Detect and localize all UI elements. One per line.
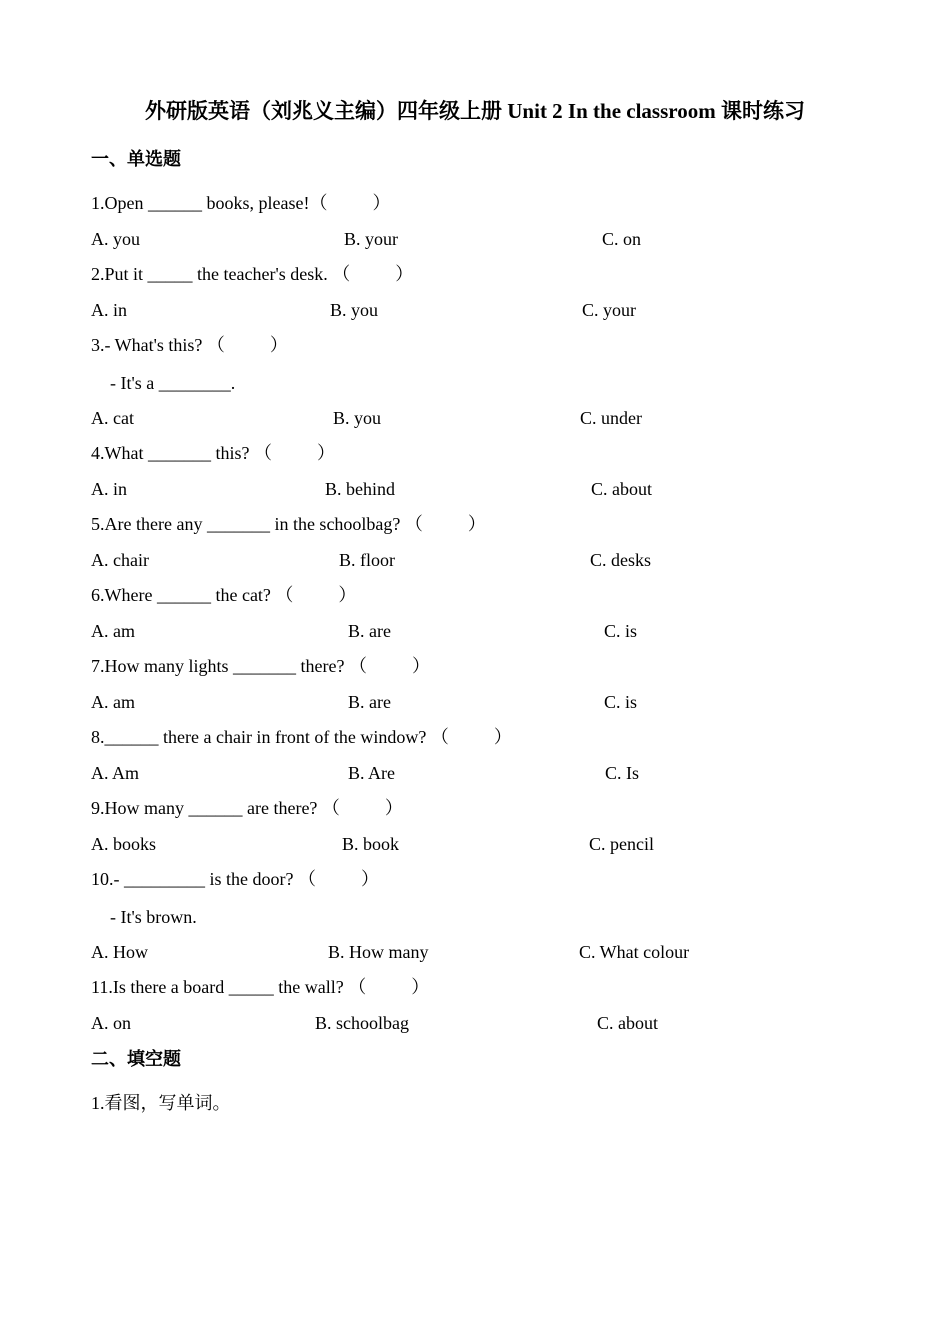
section-heading-fill-blank: 二、填空题 (91, 1049, 181, 1069)
q10-option-c: C. What colour (579, 942, 690, 962)
question-8: 8.______ there a chair in front of the window? （ ） (91, 727, 512, 747)
fill-question-1: 1.看图，写单词。 (91, 1093, 231, 1113)
q8-option-c: C. Is (605, 763, 640, 783)
section-heading-single-choice: 一、单选题 (91, 149, 181, 169)
q2-option-b: B. you (330, 300, 379, 320)
question-7: 7.How many lights _______ there? （ ） (91, 656, 430, 676)
q10-option-b: B. How many (328, 942, 429, 962)
q4-option-b: B. behind (325, 479, 395, 499)
question-2: 2.Put it _____ the teacher's desk. （ ） (91, 264, 414, 284)
q5-option-c: C. desks (590, 550, 652, 570)
q11-option-b: B. schoolbag (315, 1013, 409, 1033)
question-5: 5.Are there any _______ in the schoolbag? （ ） (91, 514, 486, 534)
q6-option-a: A. am (91, 621, 135, 641)
q5-option-a: A. chair (91, 550, 149, 570)
q9-option-b: B. book (342, 834, 400, 854)
q3-option-c: C. under (580, 408, 642, 428)
q10-option-a: A. How (91, 942, 148, 962)
q7-option-c: C. is (604, 692, 638, 712)
q6-option-b: B. are (348, 621, 391, 641)
q1-option-b: B. your (344, 229, 398, 249)
q5-option-b: B. floor (339, 550, 395, 570)
q2-option-c: C. your (582, 300, 636, 320)
q4-option-c: C. about (591, 479, 652, 499)
q9-option-a: A. books (91, 834, 157, 854)
question-10-answer-line: - It's brown. (110, 907, 197, 927)
q3-option-a: A. cat (91, 408, 134, 428)
q3-option-b: B. you (333, 408, 382, 428)
q8-option-b: B. Are (348, 763, 395, 783)
question-9: 9.How many ______ are there? （ ） (91, 798, 403, 818)
q7-option-b: B. are (348, 692, 391, 712)
q11-option-a: A. on (91, 1013, 131, 1033)
question-6: 6.Where ______ the cat? （ ） (91, 585, 357, 605)
q1-option-c: C. on (602, 229, 642, 249)
q2-option-a: A. in (91, 300, 127, 320)
q4-option-a: A. in (91, 479, 127, 499)
document-title: 外研版英语（刘兆义主编）四年级上册 Unit 2 In the classroom 课时练习 (145, 99, 805, 123)
question-3: 3.- What's this? （ ） (91, 335, 288, 355)
q7-option-a: A. am (91, 692, 135, 712)
q8-option-a: A. Am (91, 763, 140, 783)
q6-option-c: C. is (604, 621, 638, 641)
question-4: 4.What _______ this? （ ） (91, 443, 335, 463)
question-10: 10.- _________ is the door? （ ） (91, 869, 379, 889)
q1-option-a: A. you (91, 229, 140, 249)
question-11: 11.Is there a board _____ the wall? （ ） (91, 977, 430, 997)
question-3-answer-line: - It's a ________. (110, 373, 236, 393)
question-1: 1.Open ______ books, please!（ ） (91, 193, 391, 213)
q11-option-c: C. about (597, 1013, 658, 1033)
q9-option-c: C. pencil (589, 834, 654, 854)
